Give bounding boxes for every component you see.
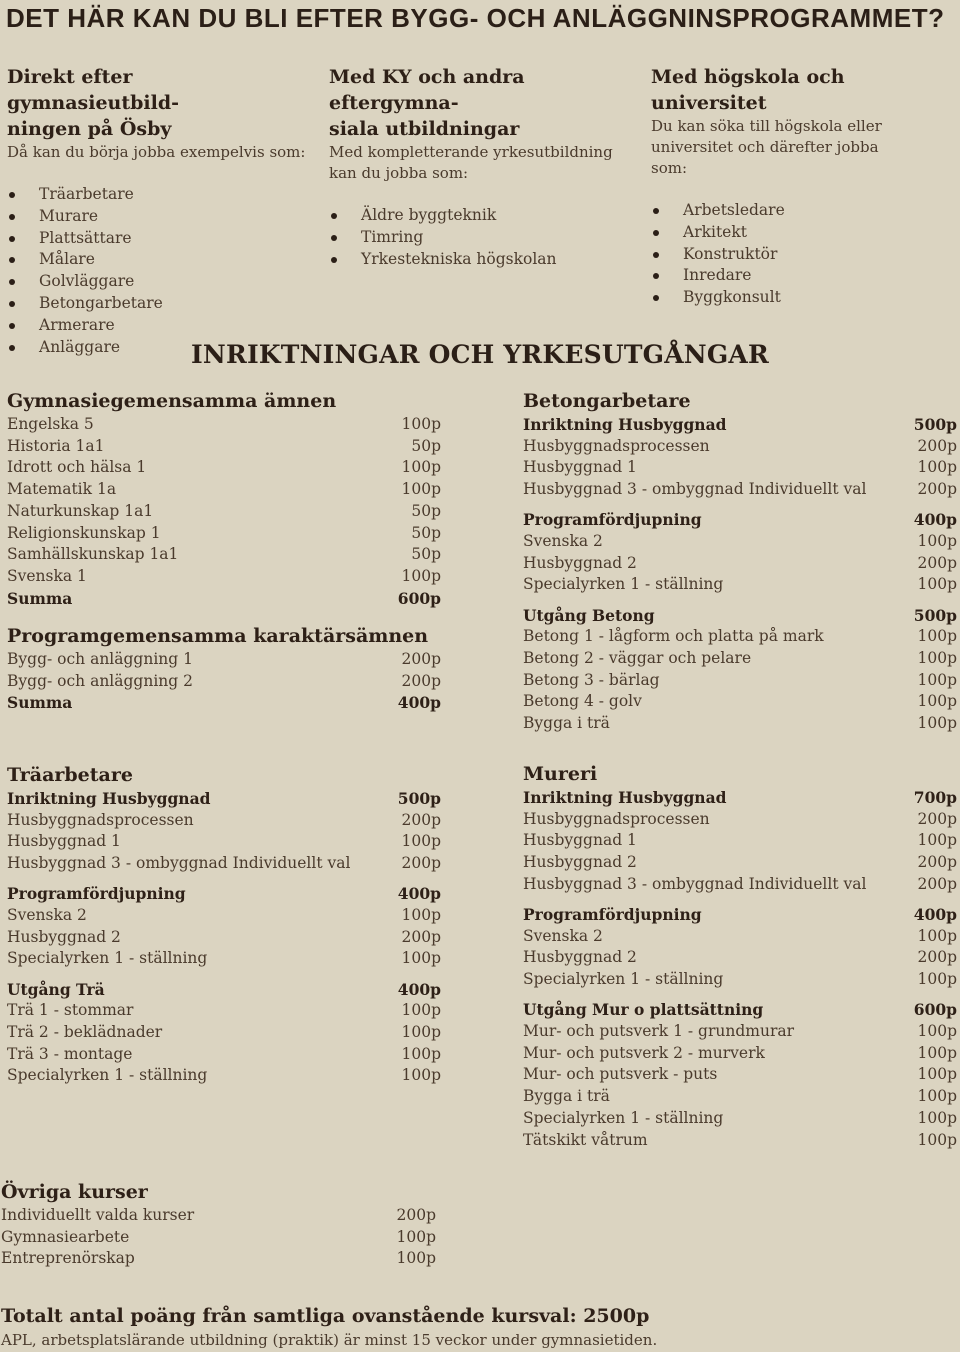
course-points: 200p [401,650,441,668]
col-ky-sub [329,142,644,184]
course-row [7,436,441,458]
course-name: Mur- och putsverk 2 - murverk [523,1043,765,1062]
list-item: Arkitekt [651,222,956,244]
course-points: 100p [917,692,957,711]
course-points: 100p [917,831,957,850]
course-name: Bygga i trä [523,714,610,733]
course-name: Historia 1a1 [7,436,105,455]
course-points: 100p [401,832,441,851]
course-name: Husbyggnadsprocessen [523,436,710,455]
prog-title: Programgemensamma karaktärsämnen [7,625,429,647]
betong-section [523,388,957,735]
course-row [523,852,957,874]
course-name: Husbyggnadsprocessen [523,809,710,828]
group-points: 500p [913,605,957,625]
course-points: 100p [917,670,957,689]
course-row [7,948,441,970]
col-hogskola-sub-line3: som: [651,159,688,177]
course-points: 100p [917,649,957,668]
group-head [7,883,441,905]
group-label: Utgång Mur o plattsättning [523,1000,764,1020]
col-direct-heading-line1: Direkt efter gymnasieutbild- [7,66,180,114]
group-label: Programfördjupning [523,510,702,530]
group-label: Utgång Trä [7,979,105,999]
group-head [523,999,957,1021]
col-hogskola-sub-line1: Du kan söka till högskola eller [651,117,882,135]
list-item: Anläggare [7,337,307,359]
course-row [7,544,441,566]
list-item: Äldre byggteknik [329,205,644,227]
course-name: Engelska 5 [7,415,94,433]
course-row [523,691,957,713]
course-name: Specialyrken 1 - ställning [523,1108,724,1127]
course-points: 100p [401,906,441,925]
course-name: Trä 3 - montage [7,1044,133,1063]
course-row [523,436,957,458]
course-row [523,969,957,991]
sum-label: Summa [7,693,73,713]
col-ky-heading [329,64,644,142]
course-name: Husbyggnad 1 [7,832,121,851]
col-ky [329,64,644,270]
list-item: Byggkonsult [651,287,956,309]
course-name: Betong 1 - lågform och platta på mark [523,627,824,646]
sum-points: 600p [397,588,441,608]
course-points: 100p [401,566,441,585]
group-head [523,509,957,531]
course-name: Husbyggnad 2 [7,927,121,946]
col-hogskola-heading: Med högskola och universitet [651,66,845,114]
course-points: 100p [401,1066,441,1085]
mureri-title: Mureri [523,763,598,785]
list-item: Timring [329,227,644,249]
list-item: Yrkestekniska högskolan [329,249,644,271]
group-points: 500p [397,789,441,808]
course-points: 100p [917,532,957,551]
course-row [7,479,441,501]
apl-note: APL, arbetsplatslärande utbildning (praktik) är minst 15 veckor under gymnasietiden. [1,1331,658,1349]
course-points: 200p [917,874,957,893]
course-name: Trä 2 - beklädnader [7,1023,163,1042]
course-row [523,1130,957,1152]
course-row [1,1227,436,1249]
section-heading: INRIKTNINGAR OCH YRKESUTGÅNGAR [191,340,769,369]
course-name: Husbyggnad 2 [523,553,637,572]
course-points: 100p [917,1043,957,1062]
course-points: 200p [401,854,441,873]
course-name: Svenska 2 [523,926,603,945]
course-row [523,926,957,948]
course-name: Religionskunskap 1 [7,523,161,542]
betong-title: Betongarbetare [523,390,691,412]
course-row [523,457,957,479]
group-points: 600p [913,1000,957,1020]
course-row [523,670,957,692]
course-name: Husbyggnad 3 - ombyggnad Individuellt val [523,874,867,893]
group-points: 700p [913,788,957,807]
course-name: Husbyggnad 2 [523,948,637,967]
group-points: 400p [913,905,957,925]
course-points: 50p [411,523,441,542]
course-row [7,1022,441,1044]
list-item: Träarbetare [7,184,307,206]
group-label: Utgång Betong [523,605,655,625]
course-points: 100p [917,458,957,477]
course-row [523,574,957,596]
course-row [523,531,957,553]
col-direct-heading-line2: ningen på Ösby [7,118,172,140]
col-ky-sub-line2: kan du jobba som: [329,164,469,182]
course-row [7,831,441,853]
col-direct-heading [7,64,307,142]
col-ky-sub-line1: Med kompletterande yrkesutbildning [329,143,613,161]
course-name: Mur- och putsverk - puts [523,1065,718,1084]
group-label: Inriktning Husbyggnad [523,415,727,434]
course-row [523,1064,957,1086]
course-row [7,523,441,545]
course-name: Bygg- och anläggning 2 [7,671,193,690]
group-head [523,605,957,627]
course-points: 100p [396,1249,436,1268]
list-item: Betongarbetare [7,293,307,315]
col-ky-heading-line2: siala utbildningar [329,118,520,140]
course-name: Matematik 1a [7,480,117,499]
gym-title: Gymnasiegemensamma ämnen [7,390,337,412]
group-head [523,787,957,809]
course-name: Idrott och hälsa 1 [7,458,147,477]
col-hogskola [651,64,956,309]
course-points: 100p [917,1130,957,1149]
course-row [7,853,441,875]
col-hogskola-sub-line2: universitet och därefter jobba [651,138,879,156]
col-hogskola-list [651,200,956,309]
course-row [523,830,957,852]
list-item: Inredare [651,265,956,287]
course-row [7,414,441,436]
course-name: Samhällskunskap 1a1 [7,545,179,564]
mureri-section [523,761,957,1151]
course-name: Betong 4 - golv [523,692,642,711]
course-row [7,457,441,479]
course-points: 200p [917,436,957,455]
prog-section [7,623,441,714]
course-points: 200p [401,671,441,690]
list-item: Armerare [7,315,307,337]
list-item: Golvläggare [7,271,307,293]
course-name: Specialyrken 1 - ställning [7,949,208,968]
course-points: 200p [917,948,957,967]
course-name: Betong 2 - väggar och pelare [523,649,752,668]
group-head [523,904,957,926]
course-name: Bygga i trä [523,1087,610,1106]
col-hogskola-sub [651,116,956,179]
course-row [523,713,957,735]
course-row [1,1248,436,1270]
group-points: 400p [397,979,441,999]
course-points: 100p [917,1065,957,1084]
course-row [523,648,957,670]
course-name: Mur- och putsverk 1 - grundmurar [523,1022,795,1041]
col-ky-list [329,205,644,270]
course-name: Individuellt valda kurser [1,1206,195,1224]
course-points: 100p [917,1087,957,1106]
course-points: 200p [917,853,957,872]
page-title: DET HÄR KAN DU BLI EFTER BYGG- OCH ANLÄGGNINSPROGRAMMET? [6,3,945,33]
course-points: 100p [401,1044,441,1063]
list-item: Murare [7,206,307,228]
group-label: Inriktning Husbyggnad [523,788,727,807]
course-name: Husbyggnadsprocessen [7,810,194,829]
gym-section [7,388,441,609]
group-points: 500p [913,415,957,434]
course-points: 100p [917,575,957,594]
course-points: 100p [401,949,441,968]
course-row [7,905,441,927]
list-item: Konstruktör [651,244,956,266]
tra-title: Träarbetare [7,764,133,786]
sum-points: 400p [397,693,441,713]
col-direct-list [7,184,307,358]
course-points: 100p [401,1001,441,1020]
group-points: 400p [913,510,957,530]
ovriga-title: Övriga kurser [1,1181,148,1203]
list-item: Arbetsledare [651,200,956,222]
course-name: Svenska 2 [7,906,87,925]
course-points: 100p [401,415,441,433]
course-points: 50p [411,436,441,455]
course-points: 100p [917,926,957,945]
course-points: 100p [917,970,957,989]
col-ky-heading-line1: Med KY och andra eftergymna- [329,66,525,114]
course-row [523,809,957,831]
course-points: 100p [401,1023,441,1042]
group-label: Programfördjupning [7,884,186,904]
course-row [7,566,441,588]
course-points: 200p [396,1206,436,1224]
course-name: Husbyggnad 1 [523,831,637,850]
course-name: Tätskikt våtrum [523,1130,648,1149]
course-row [7,1065,441,1087]
list-item: Målare [7,249,307,271]
course-row [7,810,441,832]
course-row [523,1043,957,1065]
group-head [7,979,441,1001]
course-row [523,1108,957,1130]
group-head [523,414,957,436]
course-points: 100p [917,1108,957,1127]
course-row [523,626,957,648]
course-row [7,649,441,671]
course-row [1,1205,436,1227]
course-name: Gymnasiearbete [1,1227,130,1246]
course-points: 200p [401,810,441,829]
list-item: Plattsättare [7,228,307,250]
course-name: Specialyrken 1 - ställning [523,575,724,594]
course-points: 100p [917,714,957,733]
course-row [7,927,441,949]
course-name: Specialyrken 1 - ställning [523,970,724,989]
course-name: Naturkunskap 1a1 [7,501,154,520]
total-points: Totalt antal poäng från samtliga ovanstående kursval: 2500p [1,1305,650,1327]
group-label: Programfördjupning [523,905,702,925]
course-row [7,1000,441,1022]
course-points: 100p [917,1022,957,1041]
course-row [523,1021,957,1043]
course-name: Husbyggnad 1 [523,458,637,477]
course-row [523,479,957,501]
course-points: 50p [411,501,441,520]
ovriga-section [1,1179,436,1270]
course-row [7,501,441,523]
course-name: Svenska 1 [7,566,87,585]
course-points: 100p [401,458,441,477]
course-points: 50p [411,545,441,564]
course-points: 200p [917,553,957,572]
sum-row [7,692,441,714]
course-name: Entreprenörskap [1,1249,135,1268]
group-head [7,788,441,810]
course-name: Husbyggnad 3 - ombyggnad Individuellt val [523,480,867,499]
group-points: 400p [397,884,441,904]
sum-row [7,588,441,610]
course-points: 100p [401,480,441,499]
col-direct-sub: Då kan du börja jobba exempelvis som: [7,143,306,161]
course-points: 100p [396,1227,436,1246]
course-row [523,553,957,575]
course-points: 200p [917,809,957,828]
col-direct [7,64,307,358]
course-row [7,1044,441,1066]
course-row [523,874,957,896]
course-points: 200p [917,480,957,499]
course-name: Svenska 2 [523,532,603,551]
course-name: Betong 3 - bärlag [523,670,660,689]
course-name: Trä 1 - stommar [7,1001,134,1020]
course-points: 100p [917,627,957,646]
course-points: 200p [401,927,441,946]
course-name: Husbyggnad 3 - ombyggnad Individuellt val [7,854,351,873]
course-row [523,947,957,969]
tra-section [7,762,441,1087]
course-row [7,671,441,693]
course-name: Husbyggnad 2 [523,853,637,872]
sum-label: Summa [7,588,73,608]
group-label: Inriktning Husbyggnad [7,789,211,808]
course-name: Bygg- och anläggning 1 [7,650,193,668]
course-name: Specialyrken 1 - ställning [7,1066,208,1085]
course-row [523,1086,957,1108]
